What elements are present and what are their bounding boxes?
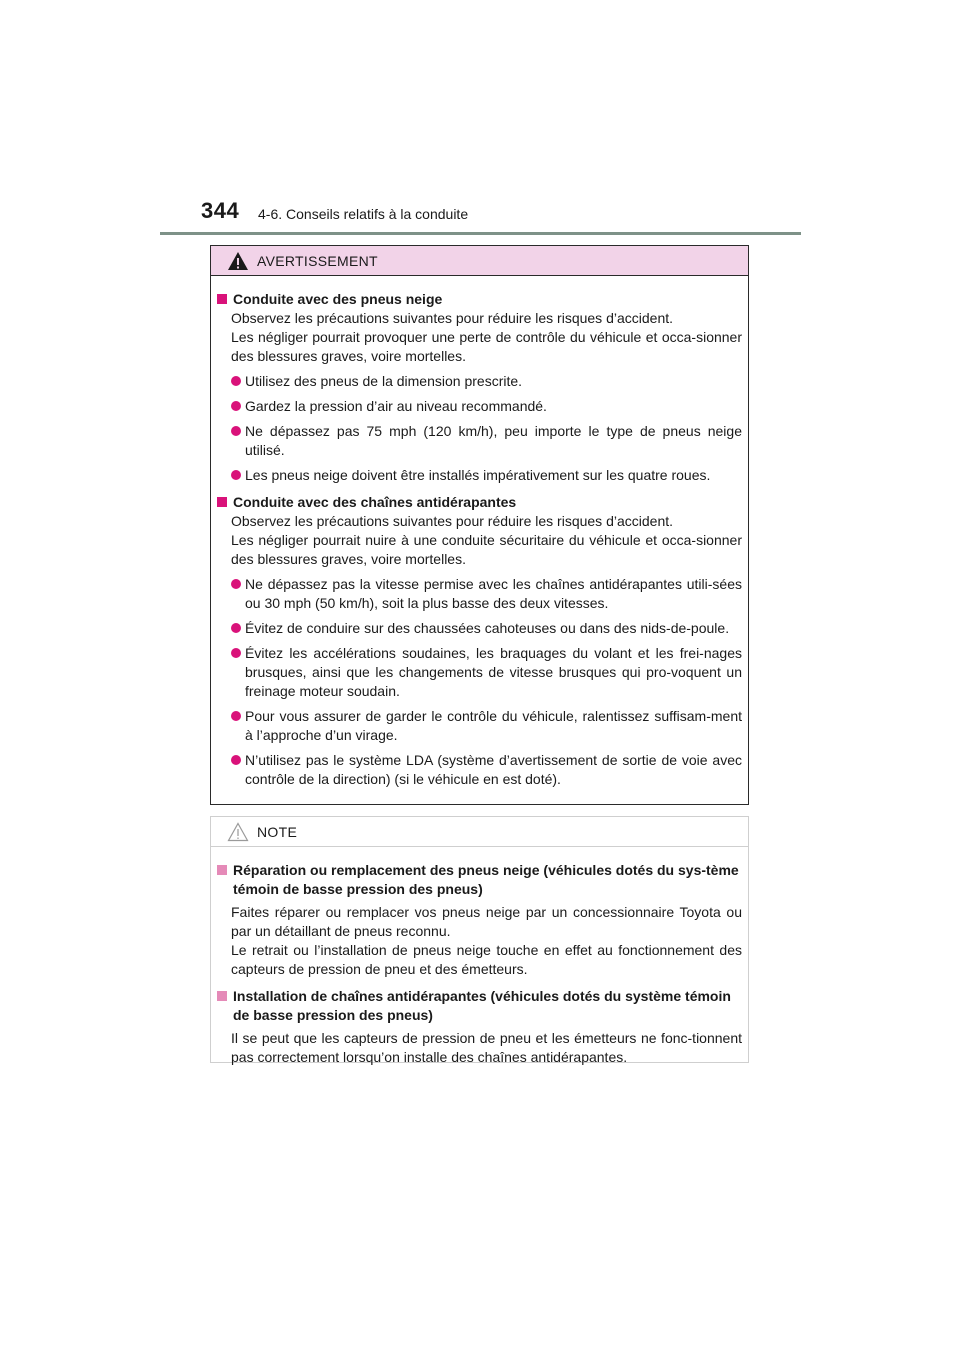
- section-heading: Conduite avec des chaînes antidérapantes: [217, 493, 742, 512]
- list-item: Pour vous assurer de garder le contrôle du véhicule, ralentissez suffisam-ment à l’approche d’un virage.: [217, 707, 742, 745]
- paragraph: Les négliger pourrait nuire à une conduite sécuritaire du véhicule et occa-sionner des blessures graves, voire mortelles.: [231, 532, 742, 567]
- round-bullet-icon: [231, 426, 241, 436]
- round-bullet-icon: [231, 579, 241, 589]
- list-item: Évitez les accélérations soudaines, les braquages du volant et les frei-nages brusques, ainsi que les changements de vitesse brusques qui pro-voquent un freinage moteur soudain.: [217, 644, 742, 701]
- paragraph: Observez les précautions suivantes pour réduire les risques d’accident.: [231, 513, 674, 529]
- page-header: [0, 0, 960, 240]
- round-bullet-icon: [231, 711, 241, 721]
- warning-body: [211, 276, 748, 789]
- paragraph: Il se peut que les capteurs de pression de pneu et les émetteurs ne fonc-tionnent pas correctement lorsqu’on installe des chaînes antidérapantes.: [231, 1030, 742, 1065]
- list-item: Évitez de conduire sur des chaussées cahoteuses ou dans des nids-de-poule.: [217, 619, 742, 638]
- caution-outline-icon: [227, 822, 249, 842]
- paragraph: Faites réparer ou remplacer vos pneus neige par un concessionnaire Toyota ou par un détaillant de pneus reconnu.: [231, 904, 742, 939]
- note-header: [211, 817, 748, 847]
- warning-header: [211, 246, 748, 276]
- header-divider: [160, 232, 801, 235]
- list-item: Ne dépassez pas 75 mph (120 km/h), peu importe le type de pneus neige utilisé.: [217, 422, 742, 460]
- list-item: Les pneus neige doivent être installés impérativement sur les quatre roues.: [217, 466, 742, 485]
- note-label: NOTE: [257, 823, 298, 840]
- round-bullet-icon: [231, 401, 241, 411]
- warning-label: AVERTISSEMENT: [257, 252, 378, 269]
- round-bullet-icon: [231, 470, 241, 480]
- section-heading: Conduite avec des pneus neige: [217, 290, 742, 309]
- paragraph: Le retrait ou l’installation de pneus neige touche en effet au fonctionnement des capteurs de pression de pneu et des émetteurs.: [231, 942, 742, 977]
- section-title: 4-6. Conseils relatifs à la conduite: [258, 206, 469, 222]
- paragraph: Observez les précautions suivantes pour réduire les risques d’accident.: [231, 310, 674, 326]
- round-bullet-icon: [231, 755, 241, 765]
- square-bullet-icon: [217, 991, 227, 1001]
- list-item: Ne dépassez pas la vitesse permise avec les chaînes antidérapantes utili-sées ou 30 mph (50 km/h), soit la plus basse des deux vitesses.: [217, 575, 742, 613]
- list-item: N’utilisez pas le système LDA (système d’avertissement de sortie de voie avec contrôle de la direction) (si le véhicule en est doté).: [217, 751, 742, 789]
- note-body: [211, 847, 748, 1067]
- list-item: Gardez la pression d’air au niveau recommandé.: [217, 397, 742, 416]
- paragraph: Les négliger pourrait provoquer une perte de contrôle du véhicule et occa-sionner des blessures graves, voire mortelles.: [231, 329, 742, 364]
- note-box: [210, 816, 749, 1063]
- square-bullet-icon: [217, 294, 227, 304]
- square-bullet-icon: [217, 497, 227, 507]
- square-bullet-icon: [217, 865, 227, 875]
- round-bullet-icon: [231, 623, 241, 633]
- warning-box: [210, 245, 749, 805]
- section-heading: Installation de chaînes antidérapantes (véhicules dotés du système témoin de basse pression des pneus): [217, 987, 742, 1025]
- list-item: Utilisez des pneus de la dimension prescrite.: [217, 372, 742, 391]
- round-bullet-icon: [231, 648, 241, 658]
- section-heading: Réparation ou remplacement des pneus neige (véhicules dotés du sys-tème témoin de basse pression des pneus): [217, 861, 742, 899]
- round-bullet-icon: [231, 376, 241, 386]
- page-number: 344: [201, 198, 240, 223]
- warning-triangle-icon: [227, 251, 249, 271]
